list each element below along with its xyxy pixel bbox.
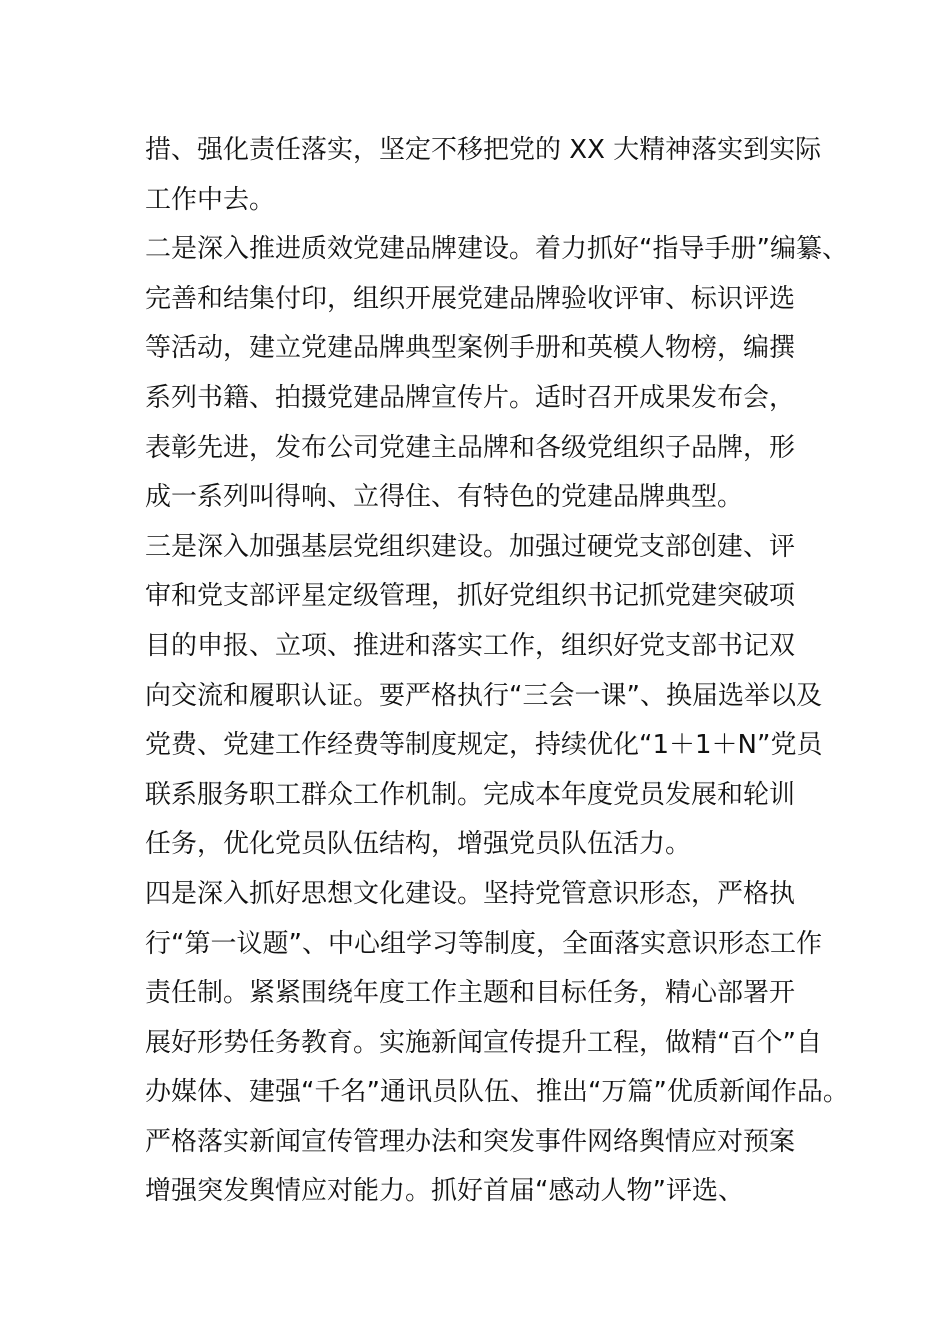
text-line: 联系服务职工群众工作机制。完成本年度党员发展和轮训: [145, 779, 796, 810]
text-line: 办媒体、建强“千名”通讯员队伍、推出“万篇”优质新闻作品。: [145, 1077, 849, 1108]
text-line: 党费、党建工作经费等制度规定，持续优化“1＋1＋N”党员: [145, 730, 823, 761]
body-text: [145, 126, 849, 1217]
text-line: 成一系列叫得响、立得住、有特色的党建品牌典型。: [145, 482, 744, 513]
text-line: 措、强化责任落实，坚定不移把党的 XX 大精神落实到实际: [145, 135, 822, 165]
text-line: 向交流和履职认证。要严格执行“三会一课”、换届选举以及: [145, 680, 822, 711]
text-line: 严格落实新闻宣传管理办法和突发事件网络舆情应对预案: [145, 1126, 796, 1157]
text-line: 目的申报、立项、推进和落实工作，组织好党支部书记双: [145, 630, 796, 661]
text-line: 三是深入加强基层党组织建设。加强过硬党支部创建、评: [145, 531, 796, 562]
text-line: 审和党支部评星定级管理，抓好党组织书记抓党建突破项: [145, 581, 796, 612]
text-line: 增强突发舆情应对能力。抓好首届“感动人物”评选、: [145, 1176, 744, 1207]
text-line: 等活动，建立党建品牌典型案例手册和英模人物榜，编撰: [145, 333, 796, 364]
text-line: 行“第一议题”、中心组学习等制度，全面落实意识形态工作: [145, 928, 822, 959]
text-line: 二是深入推进质效党建品牌建设。着力抓好“指导手册”编纂、: [145, 234, 848, 265]
text-line: 工作中去。: [145, 184, 276, 215]
text-line: 任务，优化党员队伍结构，增强党员队伍活力。: [145, 829, 692, 860]
text-line: 四是深入抓好思想文化建设。坚持党管意识形态，严格执: [145, 878, 796, 909]
text-line: 表彰先进，发布公司党建主品牌和各级党组织子品牌，形: [145, 432, 796, 463]
text-line: 展好形势任务教育。实施新闻宣传提升工程，做精“百个”自: [145, 1027, 822, 1058]
text-line: 系列书籍、拍摄党建品牌宣传片。适时召开成果发布会，: [145, 382, 796, 413]
text-line: 责任制。紧紧围绕年度工作主题和目标任务，精心部署开: [145, 978, 796, 1009]
text-line: 完善和结集付印，组织开展党建品牌验收评审、标识评选: [145, 283, 796, 314]
